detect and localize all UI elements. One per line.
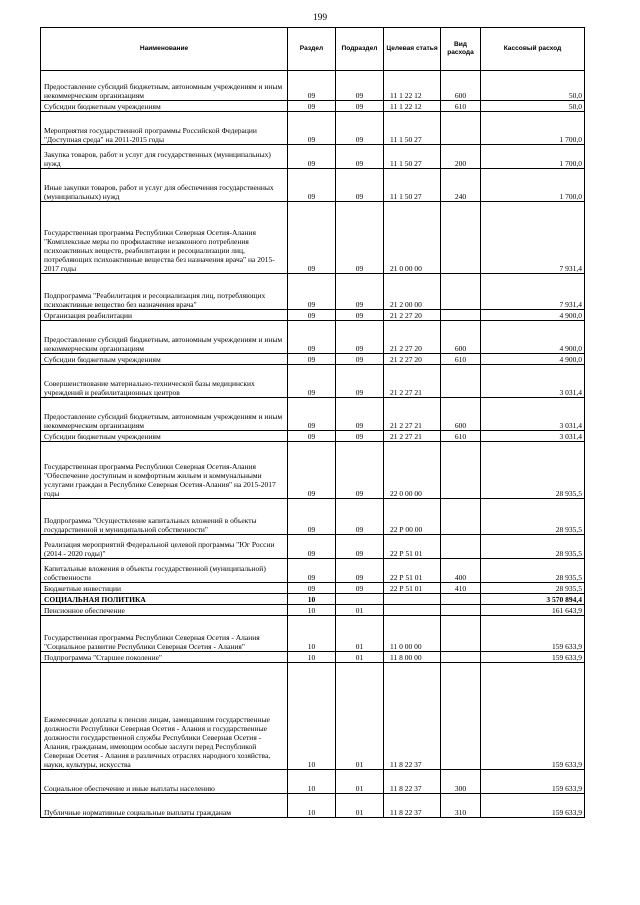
cell-amount: 159 633,9 xyxy=(481,652,585,663)
table-row xyxy=(41,535,585,559)
cell-razdel: 09 xyxy=(288,101,336,112)
cell-vid xyxy=(441,112,481,145)
cell-name: Капитальные вложения в объекты государственной (муниципальной) собственности xyxy=(41,559,288,583)
table-body xyxy=(41,71,585,818)
table-row xyxy=(41,112,585,145)
cell-statya: 11 8 00 00 xyxy=(384,652,441,663)
cell-name: Подпрограмма "Реабилитация и ресоциализация лиц, потребляющих психоактивные вещество без назначения врача" xyxy=(41,274,288,310)
cell-name: Субсидии бюджетным учреждениям xyxy=(41,354,288,365)
cell-podrazdel: 09 xyxy=(336,202,384,274)
cell-statya: 11 8 22 37 xyxy=(384,663,441,770)
cell-statya: 22 Р 51 01 xyxy=(384,583,441,594)
cell-podrazdel: 01 xyxy=(336,663,384,770)
cell-name: Публичные нормативные социальные выплаты гражданам xyxy=(41,794,288,818)
cell-statya xyxy=(384,594,441,605)
cell-razdel: 09 xyxy=(288,398,336,431)
header-name: Наименование xyxy=(41,28,288,71)
table-row xyxy=(41,770,585,794)
cell-name: Совершенствование материально-технической базы медицинских учреждений и реабилитационных центров xyxy=(41,365,288,398)
cell-amount: 3 570 894,4 xyxy=(481,594,585,605)
cell-amount: 1 700,0 xyxy=(481,112,585,145)
cell-statya: 11 1 50 27 xyxy=(384,169,441,202)
cell-amount: 159 633,9 xyxy=(481,616,585,652)
cell-vid: 610 xyxy=(441,101,481,112)
cell-amount: 159 633,9 xyxy=(481,663,585,770)
cell-podrazdel: 09 xyxy=(336,431,384,442)
table-row xyxy=(41,583,585,594)
cell-vid: 410 xyxy=(441,583,481,594)
table-row xyxy=(41,431,585,442)
cell-podrazdel: 01 xyxy=(336,770,384,794)
cell-name: Ежемесячные доплаты к пенсии лицам, замещавшим государственные должности Республики Северная Осетия - Алания и государственные должности государственной службы Республики Северная Осетия - Алания, гражданам, имеющим особые заслуги перед Республикой Северная Осетия - Алания в различных отраслях народного хозяйства, науки, культуры, искусства xyxy=(41,663,288,770)
cell-statya: 21 2 27 21 xyxy=(384,365,441,398)
cell-statya: 21 2 27 21 xyxy=(384,431,441,442)
cell-statya: 21 2 27 21 xyxy=(384,398,441,431)
cell-name: Предоставление субсидий бюджетным, автономным учреждениям и иным некоммерческим организациям xyxy=(41,71,288,101)
cell-razdel: 10 xyxy=(288,794,336,818)
cell-amount: 28 935,5 xyxy=(481,499,585,535)
cell-razdel: 10 xyxy=(288,605,336,616)
cell-vid xyxy=(441,442,481,499)
cell-podrazdel: 09 xyxy=(336,535,384,559)
cell-name: Социальное обеспечение и иные выплаты населению xyxy=(41,770,288,794)
cell-podrazdel: 09 xyxy=(336,71,384,101)
cell-vid xyxy=(441,499,481,535)
cell-vid xyxy=(441,605,481,616)
cell-podrazdel: 09 xyxy=(336,442,384,499)
cell-statya: 21 0 00 00 xyxy=(384,202,441,274)
cell-name: Реализация мероприятий Федеральной целевой программы "Юг России (2014 - 2020 годы)" xyxy=(41,535,288,559)
cell-vid xyxy=(441,616,481,652)
cell-vid: 600 xyxy=(441,71,481,101)
table-row xyxy=(41,594,585,605)
cell-statya: 21 2 27 20 xyxy=(384,321,441,354)
cell-statya: 11 1 50 27 xyxy=(384,145,441,169)
cell-statya: 11 8 22 37 xyxy=(384,794,441,818)
cell-statya: 22 Р 00 00 xyxy=(384,499,441,535)
cell-vid: 610 xyxy=(441,354,481,365)
cell-razdel: 10 xyxy=(288,652,336,663)
cell-podrazdel: 09 xyxy=(336,321,384,354)
cell-amount: 159 633,9 xyxy=(481,794,585,818)
cell-razdel: 09 xyxy=(288,310,336,321)
cell-razdel: 09 xyxy=(288,145,336,169)
table-row xyxy=(41,274,585,310)
cell-razdel: 09 xyxy=(288,559,336,583)
cell-amount: 1 700,0 xyxy=(481,169,585,202)
cell-razdel: 09 xyxy=(288,431,336,442)
cell-name: Субсидии бюджетным учреждениям xyxy=(41,101,288,112)
cell-podrazdel: 01 xyxy=(336,794,384,818)
cell-vid: 600 xyxy=(441,321,481,354)
cell-statya: 21 2 27 20 xyxy=(384,354,441,365)
cell-podrazdel: 01 xyxy=(336,652,384,663)
cell-vid xyxy=(441,365,481,398)
table-row xyxy=(41,398,585,431)
cell-amount: 161 643,9 xyxy=(481,605,585,616)
header-razdel: Раздел xyxy=(288,28,336,71)
cell-name: Бюджетные инвестиции xyxy=(41,583,288,594)
cell-name: Организация реабилитации xyxy=(41,310,288,321)
cell-name: Закупка товаров, работ и услуг для государственных (муниципальных) нужд xyxy=(41,145,288,169)
budget-table xyxy=(40,27,585,818)
cell-name: Подпрограмма "Осуществление капитальных вложений в объекты государственной и муниципальной собственности" xyxy=(41,499,288,535)
table-row xyxy=(41,499,585,535)
cell-razdel: 09 xyxy=(288,365,336,398)
cell-razdel: 09 xyxy=(288,499,336,535)
cell-vid xyxy=(441,202,481,274)
cell-statya: 11 8 22 37 xyxy=(384,770,441,794)
cell-name: Предоставление субсидий бюджетным, автономным учреждениям и иным некоммерческим организациям xyxy=(41,398,288,431)
cell-podrazdel: 09 xyxy=(336,398,384,431)
cell-podrazdel: 01 xyxy=(336,616,384,652)
header-vid: Вид расхода xyxy=(441,28,481,71)
table-row xyxy=(41,354,585,365)
cell-amount: 3 031,4 xyxy=(481,398,585,431)
cell-vid: 300 xyxy=(441,770,481,794)
table-row xyxy=(41,794,585,818)
cell-amount: 28 935,5 xyxy=(481,559,585,583)
cell-amount: 3 031,4 xyxy=(481,365,585,398)
cell-razdel: 09 xyxy=(288,442,336,499)
cell-podrazdel: 09 xyxy=(336,101,384,112)
cell-name: Субсидии бюджетным учреждениям xyxy=(41,431,288,442)
cell-razdel: 09 xyxy=(288,321,336,354)
table-row xyxy=(41,101,585,112)
cell-statya: 11 1 50 27 xyxy=(384,112,441,145)
cell-amount: 7 931,4 xyxy=(481,202,585,274)
cell-amount: 159 633,9 xyxy=(481,770,585,794)
cell-vid: 200 xyxy=(441,145,481,169)
cell-name: Пенсионное обеспечение xyxy=(41,605,288,616)
cell-vid: 400 xyxy=(441,559,481,583)
cell-name: Подпрограмма "Старшее поколение" xyxy=(41,652,288,663)
table-row xyxy=(41,616,585,652)
cell-amount: 7 931,4 xyxy=(481,274,585,310)
cell-statya: 11 1 22 12 xyxy=(384,101,441,112)
table-row xyxy=(41,145,585,169)
cell-razdel: 10 xyxy=(288,663,336,770)
table-row xyxy=(41,663,585,770)
cell-razdel: 10 xyxy=(288,594,336,605)
cell-podrazdel: 09 xyxy=(336,559,384,583)
cell-name: Государственная программа Республики Северная Осетия - Алания "Социальное развитие Республики Северная Осетия - Алания" xyxy=(41,616,288,652)
cell-razdel: 09 xyxy=(288,112,336,145)
cell-podrazdel: 09 xyxy=(336,499,384,535)
cell-statya: 22 Р 51 01 xyxy=(384,559,441,583)
cell-amount: 28 935,5 xyxy=(481,583,585,594)
cell-amount: 28 935,5 xyxy=(481,535,585,559)
table-row xyxy=(41,442,585,499)
cell-podrazdel: 09 xyxy=(336,112,384,145)
cell-amount: 28 935,5 xyxy=(481,442,585,499)
cell-podrazdel: 09 xyxy=(336,354,384,365)
cell-podrazdel: 09 xyxy=(336,583,384,594)
cell-name: Государственная программа Республики Северная Осетия-Алания "Обеспечение доступным и комфортным жильем и коммунальными услугами граждан в Республике Северная Осетия-Алания" на 2015-2017 годы xyxy=(41,442,288,499)
cell-vid xyxy=(441,274,481,310)
cell-razdel: 09 xyxy=(288,274,336,310)
table-row xyxy=(41,605,585,616)
cell-vid: 610 xyxy=(441,431,481,442)
cell-statya xyxy=(384,605,441,616)
cell-razdel: 09 xyxy=(288,202,336,274)
cell-statya: 22 0 00 00 xyxy=(384,442,441,499)
table-row xyxy=(41,169,585,202)
cell-podrazdel xyxy=(336,594,384,605)
cell-amount: 4 900,0 xyxy=(481,354,585,365)
cell-vid xyxy=(441,652,481,663)
cell-name: СОЦИАЛЬНАЯ ПОЛИТИКА xyxy=(41,594,288,605)
page-number: 199 xyxy=(312,13,328,23)
cell-vid: 240 xyxy=(441,169,481,202)
table-row xyxy=(41,652,585,663)
header-amount: Кассовый расход xyxy=(481,28,585,71)
cell-razdel: 09 xyxy=(288,71,336,101)
cell-razdel: 09 xyxy=(288,354,336,365)
table-row xyxy=(41,321,585,354)
table-header xyxy=(41,28,585,71)
cell-vid: 310 xyxy=(441,794,481,818)
cell-name: Предоставление субсидий бюджетным, автономным учреждениям и иным некоммерческим организациям xyxy=(41,321,288,354)
cell-amount: 50,0 xyxy=(481,71,585,101)
table-row xyxy=(41,365,585,398)
table-row xyxy=(41,559,585,583)
cell-razdel: 10 xyxy=(288,770,336,794)
cell-podrazdel: 09 xyxy=(336,274,384,310)
cell-podrazdel: 01 xyxy=(336,605,384,616)
cell-amount: 4 900,0 xyxy=(481,310,585,321)
cell-vid xyxy=(441,535,481,559)
cell-amount: 3 031,4 xyxy=(481,431,585,442)
header-podrazdel: Подраздел xyxy=(336,28,384,71)
cell-statya: 22 Р 51 01 xyxy=(384,535,441,559)
header-statya: Целевая статья xyxy=(384,28,441,71)
cell-statya: 11 0 00 00 xyxy=(384,616,441,652)
cell-name: Государственная программа Республики Северная Осетия-Алания "Комплексные меры по профилактике незаконного потребления психоактивных веществ, реабилитации и ресоциализации лиц, потребляющих психоактивные вещества без назначения врача" на 2015-2017 годы xyxy=(41,202,288,274)
cell-podrazdel: 09 xyxy=(336,169,384,202)
cell-name: Иные закупки товаров, работ и услуг для обеспечения государственных (муниципальных) нужд xyxy=(41,169,288,202)
table-row xyxy=(41,310,585,321)
table-row xyxy=(41,202,585,274)
cell-statya: 21 2 27 20 xyxy=(384,310,441,321)
cell-vid xyxy=(441,310,481,321)
cell-podrazdel: 09 xyxy=(336,365,384,398)
cell-vid xyxy=(441,594,481,605)
cell-razdel: 10 xyxy=(288,616,336,652)
cell-razdel: 09 xyxy=(288,169,336,202)
cell-statya: 21 2 00 00 xyxy=(384,274,441,310)
cell-podrazdel: 09 xyxy=(336,310,384,321)
cell-amount: 50,0 xyxy=(481,101,585,112)
cell-podrazdel: 09 xyxy=(336,145,384,169)
cell-amount: 4 900,0 xyxy=(481,321,585,354)
cell-vid xyxy=(441,663,481,770)
cell-statya: 11 1 22 12 xyxy=(384,71,441,101)
cell-name: Мероприятия государственной программы Российской Федерации "Доступная среда" на 2011-2015 годы xyxy=(41,112,288,145)
cell-razdel: 09 xyxy=(288,583,336,594)
cell-amount: 1 700,0 xyxy=(481,145,585,169)
cell-vid: 600 xyxy=(441,398,481,431)
cell-razdel: 09 xyxy=(288,535,336,559)
table-row xyxy=(41,71,585,101)
